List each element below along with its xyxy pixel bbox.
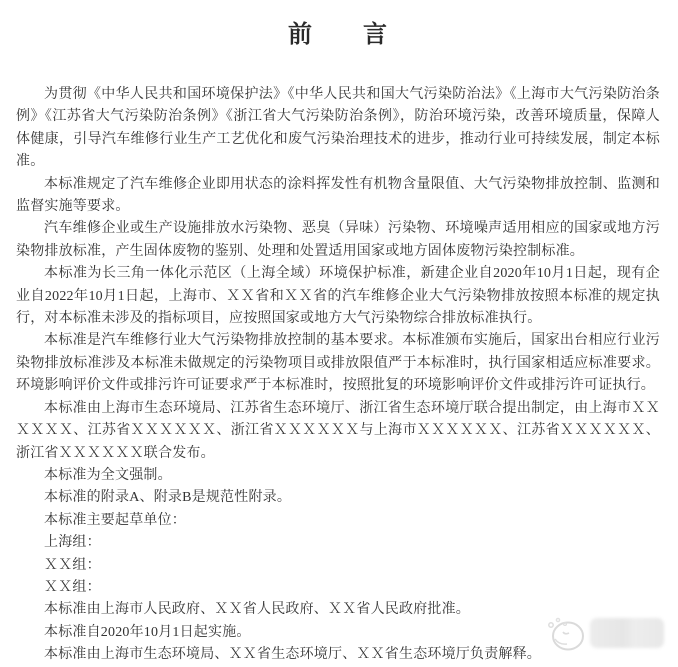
stamp-doodle-icon xyxy=(541,612,587,654)
paragraph-approval: 本标准由上海市人民政府、ＸＸ省人民政府、ＸＸ省人民政府批准。 xyxy=(44,602,470,618)
paragraph-appendix: 本标准的附录A、附录B是规范性附录。 xyxy=(44,490,292,506)
paragraph-shanghai-group: 上海组： xyxy=(44,535,101,551)
paragraph-implementation: 本标准为长三角一体化示范区（上海全域）环境保护标准，新建企业自2020年10月1日起，现有企业自2022年10月1日起，上海市、ＸＸ省和ＸＸ省的汽车维修企业大气污染物排放按照本标准的规定执行，对本标准未涉及的指标项目，应按照国家或地方大气污染物综合排放标准执行。 xyxy=(16,266,660,327)
document-body xyxy=(16,84,660,667)
paragraph-basic-requirement: 本标准是汽车维修行业大气污染物排放控制的基本要求。本标准颁布实施后，国家出台相应行业污染物排放标准涉及本标准未做规定的污染物项目或排放限值严于本标准时，执行国家相适应标准要求。环境影响评价文件或排污许可证要求严于本标准时，按照批复的环境影响评价文件或排污许可证执行。 xyxy=(16,333,660,394)
paragraph-interpretation: 本标准由上海市生态环境局、ＸＸ省生态环境厅、ＸＸ省生态环境厅负责解释。 xyxy=(44,647,541,663)
paragraph-xx-group-1: ＸＸ组： xyxy=(44,557,101,573)
paragraph-mandatory: 本标准为全文强制。 xyxy=(44,467,172,483)
paragraph-scope: 本标准规定了汽车维修企业即用状态的涂料挥发性有机物含量限值、大气污染物排放控制、监测和监督实施等要求。 xyxy=(16,176,660,215)
watermark-blurred xyxy=(541,612,664,654)
paragraph-xx-group-2: ＸＸ组： xyxy=(44,579,101,595)
paragraph-other-standards: 汽车维修企业或生产设施排放水污染物、恶臭（异味）污染物、环境噪声适用相应的国家或地方污染物排放标准，产生固体废物的鉴别、处理和处置适用国家或地方固体废物污染控制标准。 xyxy=(16,221,660,259)
paragraph-issuers: 本标准由上海市生态环境局、江苏省生态环境厅、浙江省生态环境厅联合提出制定，由上海市ＸＸＸＸＸＸ、江苏省ＸＸＸＸＸＸ、浙江省ＸＸＸＸＸＸ与上海市ＸＸＸＸＸＸ、江苏省ＸＸＸＸＸＸ、浙江省ＸＸＸＸＸＸ联合发布。 xyxy=(16,400,660,461)
page-title: 前 言 xyxy=(288,22,388,48)
paragraph-effective-date: 本标准自2020年10月1日起实施。 xyxy=(44,624,251,640)
blurred-text-block xyxy=(590,618,664,648)
paragraph-drafting-units: 本标准主要起草单位： xyxy=(44,512,186,528)
paragraph-purpose: 为贯彻《中华人民共和国环境保护法》《中华人民共和国大气污染防治法》《上海市大气污染防治条例》《江苏省大气污染防治条例》《浙江省大气污染防治条例》，防治环境污染，改善环境质量，保障人体健康，引导汽车维修行业生产工艺优化和废气污染治理技术的进步，推动行业可持续发展，制定本标准。 xyxy=(16,87,660,170)
